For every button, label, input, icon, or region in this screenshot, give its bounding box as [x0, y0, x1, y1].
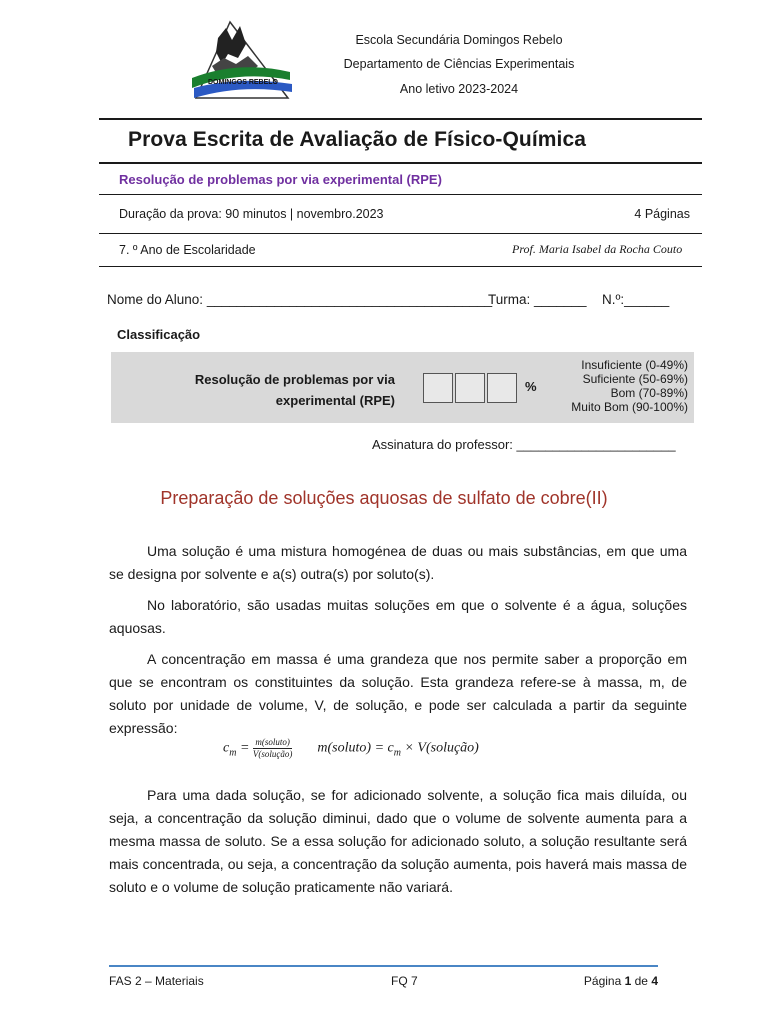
paragraph: No laboratório, são usadas muitas soluções em que o solvente é a água, soluções aquosas. [109, 597, 687, 636]
school-year: Ano letivo 2023-2024 [399, 82, 519, 96]
department-name: Departamento de Ciências Experimentais [343, 57, 575, 71]
teacher-signature-field[interactable]: Assinatura do professor: ______________________ [372, 437, 676, 452]
scale-item: Bom (70-89%) [610, 386, 688, 400]
grade-panel [111, 352, 694, 423]
exam-subtitle: Resolução de problemas por via experimental (RPE) [119, 172, 442, 187]
school-name: Escola Secundária Domingos Rebelo [355, 33, 563, 47]
exam-pages: 4 Páginas [634, 207, 690, 221]
scale-item: Muito Bom (90-100%) [571, 400, 688, 414]
grade-label-line2: experimental (RPE) [275, 393, 395, 408]
title-rule [99, 162, 702, 164]
classification-heading: Classificação [117, 327, 201, 342]
student-name-field[interactable]: Nome do Aluno: ______________________________________ [107, 292, 493, 307]
footer-page: Página 1 de 4 [583, 974, 658, 988]
meta-rule [99, 233, 702, 234]
section-heading: Preparação de soluções aquosas de sulfato de cobre(II) [160, 488, 608, 508]
footer-center: FQ 7 [391, 974, 418, 988]
formula-fraction: $\frac{\text{m(soluto)}}{\text{V(solução)}}$ [252, 737, 293, 759]
exam-duration: Duração da prova: 90 minutos | novembro.2023 [119, 207, 384, 221]
grade-label-line1: Resolução de problemas por via [194, 372, 395, 387]
formula: $c_m$ = $\frac{\text{m(soluto)}}{\text{V(solução)}}$ m(soluto) = $c_m$ × V(solução) [223, 737, 479, 759]
exam-title: Prova Escrita de Avaliação de Físico-Química [128, 128, 587, 151]
paragraph: A concentração em massa é uma grandeza que nos permite saber a proporção em que se encontram os constituintes da solução. Esta grandeza refere-se à massa, m, de soluto por unidade de volume, V, de solução, e pode ser calculada a partir da seguinte expressão: [109, 651, 687, 736]
paragraph: Para uma dada solução, se for adicionado solvente, a solução fica mais diluída, ou seja, a concentração da solução diminui, dado que o volume de solvente aumenta para a mesma massa de soluto. Se a essa solução for adicionado soluto, a solução resultante será mais concentrada, ou seja, a concentração da solução aumenta, pois haverá mais massa de soluto e o volume de solução praticamente não variará. [109, 787, 687, 895]
grade-label [173, 369, 395, 411]
scale-item: Insuficiente (0-49%) [581, 358, 688, 372]
footer-rule [109, 965, 658, 967]
scale-item: Suficiente (50-69%) [582, 372, 688, 386]
footer-left: FAS 2 – Materiais [109, 974, 204, 988]
logo-text: DOMINGOS REBELO [208, 79, 279, 86]
student-class-field[interactable]: Turma: _______ [488, 292, 587, 307]
school-logo [188, 18, 298, 103]
percent-sign: % [525, 379, 537, 394]
grade-year: 7. º Ano de Escolaridade [119, 243, 256, 257]
top-rule [99, 118, 702, 120]
grade-digit-box[interactable] [455, 373, 485, 403]
grade-digit-box[interactable] [487, 373, 517, 403]
meta-bottom-rule [99, 266, 702, 267]
student-number-field[interactable]: N.º:______ [602, 292, 670, 307]
subtitle-rule [99, 194, 702, 195]
teacher-name: Prof. Maria Isabel da Rocha Couto [512, 242, 683, 256]
grade-digit-box[interactable] [423, 373, 453, 403]
paragraph: Uma solução é uma mistura homogénea de duas ou mais substâncias, em que uma se designa por solvente e a(s) outra(s) por soluto(s). [109, 543, 687, 582]
grade-scale [571, 358, 688, 414]
